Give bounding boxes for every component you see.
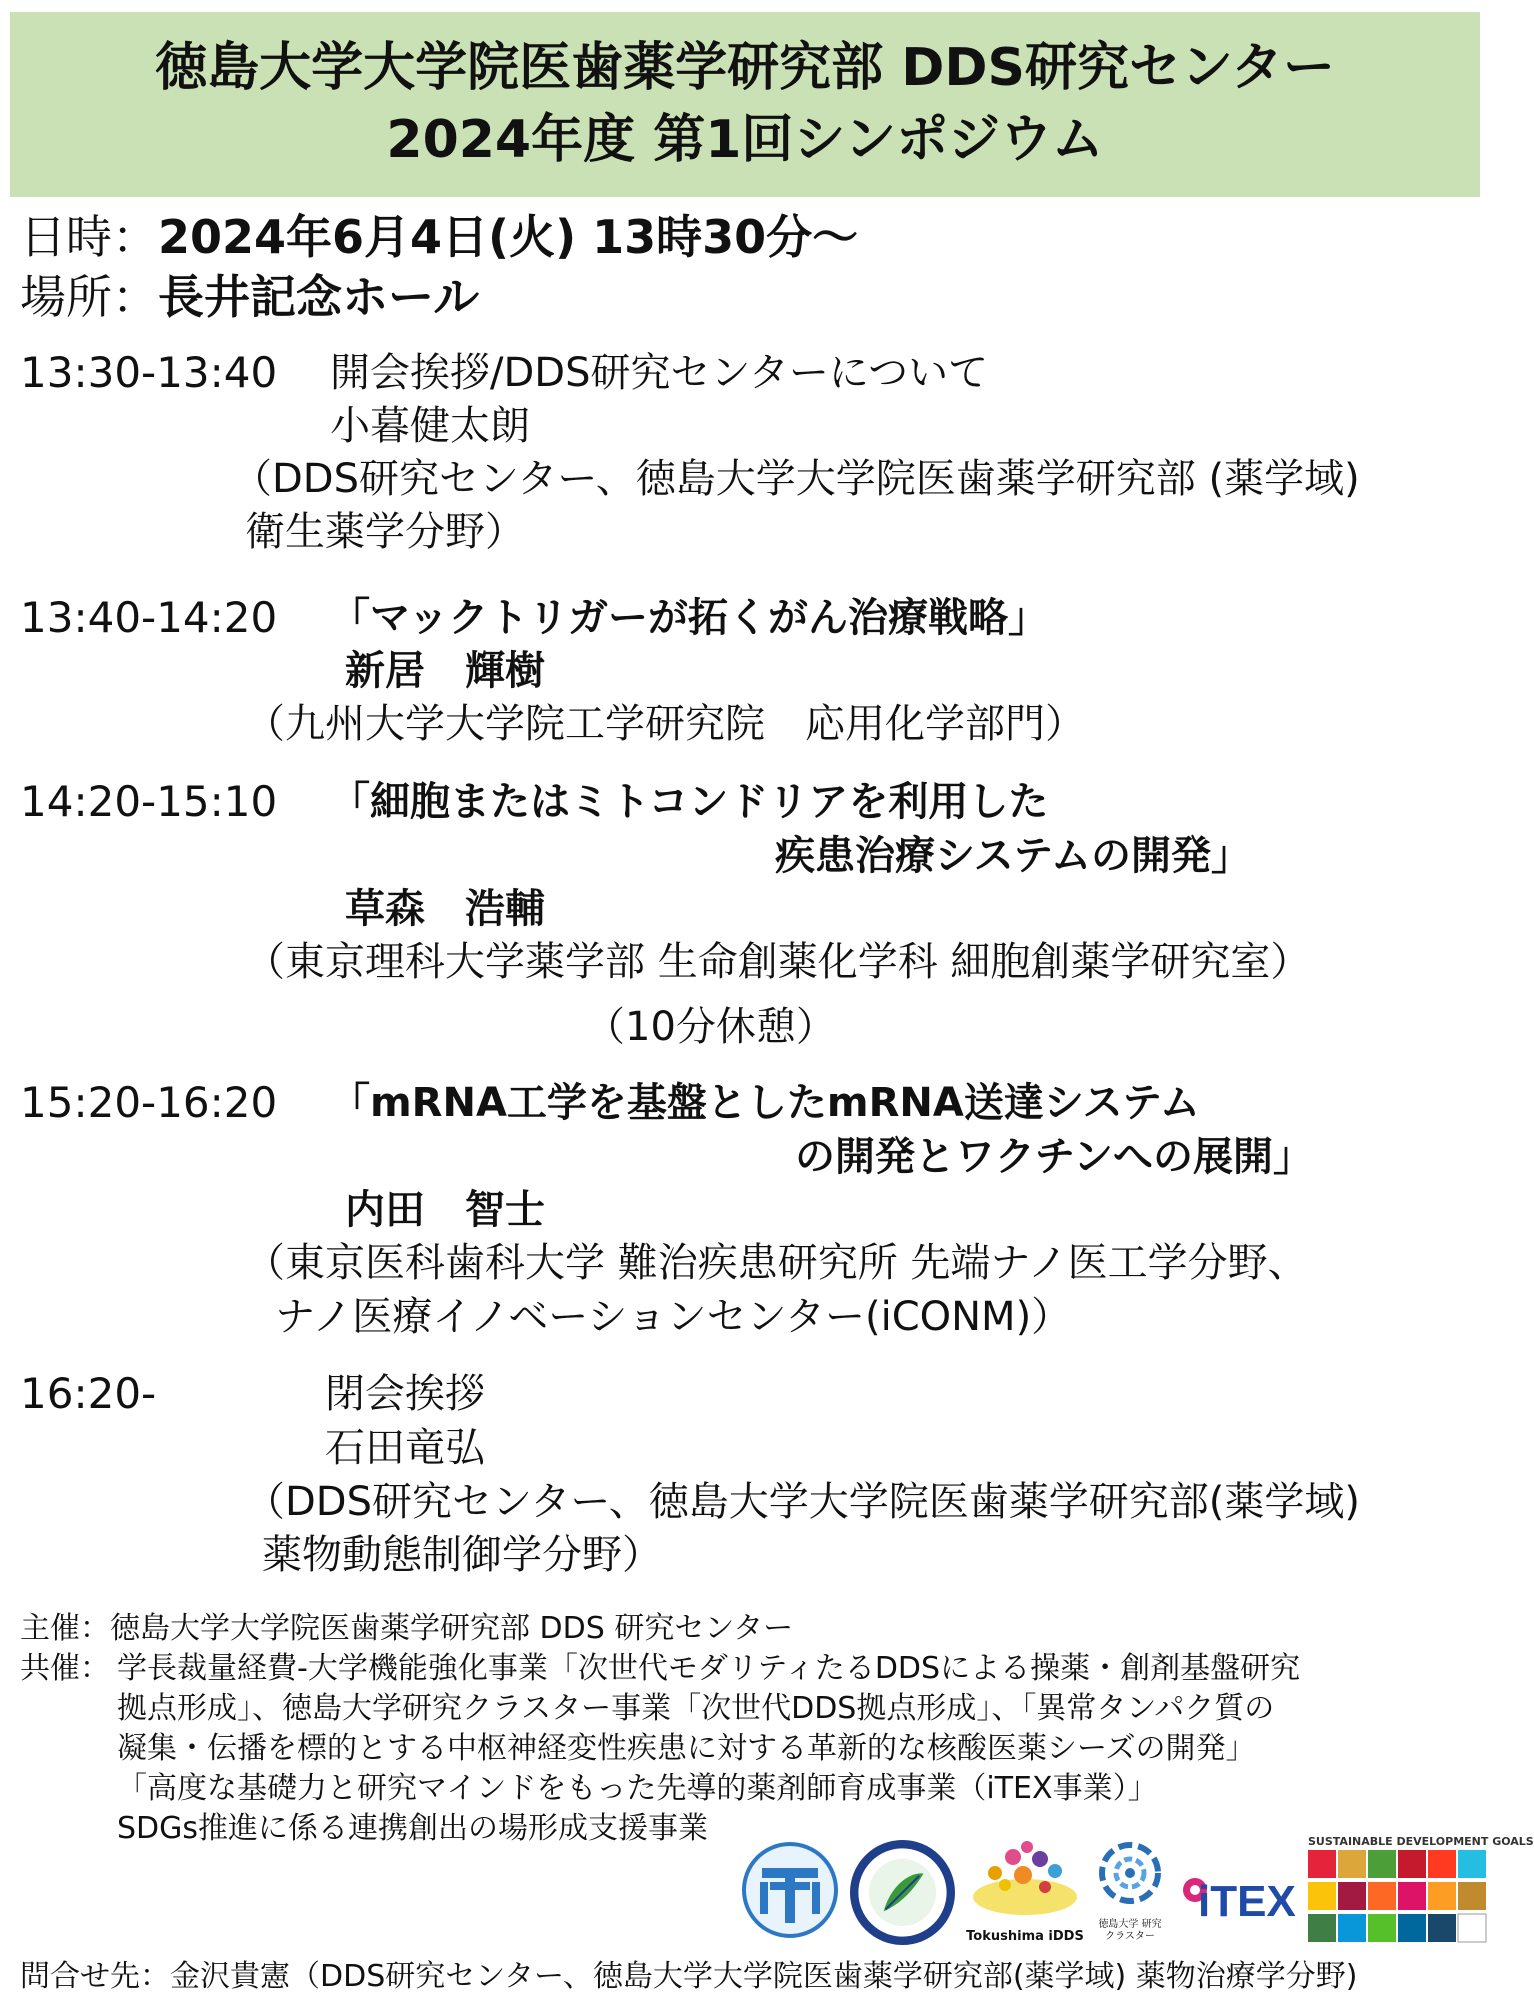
idds-dots-icon: [965, 1835, 1085, 1925]
session-2-affiliation: （九州大学大学院工学研究院 応用化学部門）: [245, 701, 1085, 747]
sdgs-grid-icon: [1308, 1848, 1488, 1948]
sdgs-label: SUSTAINABLE DEVELOPMENT GOALS: [1308, 1835, 1534, 1848]
session-4-title-2: の開発とワクチンへの展開」: [795, 1134, 1313, 1180]
pharmaceutical-science-ring-icon: [850, 1840, 955, 1945]
date-value: 2024年6月4日(火) 13時30分～: [158, 210, 859, 264]
tokushima-idds-logo: [965, 1835, 1085, 1950]
session-3-affiliation: （東京理科大学薬学部 生命創薬化学科 細胞創薬学研究室）: [245, 939, 1311, 985]
session-3-title-1: 「細胞またはミトコンドリアを利用した: [330, 779, 1049, 825]
sdgs-logo: [1308, 1835, 1534, 1955]
cosponsor-line-2: 拠点形成」、徳島大学研究クラスター事業「次世代DDS拠点形成」、「異常タンパク質の: [117, 1691, 1275, 1726]
session-5-affiliation-1: （DDS研究センター、徳島大学大学院医歯薬学研究部(薬学域): [245, 1479, 1361, 1525]
cosponsor-label: 共催：: [20, 1651, 110, 1686]
date-row: [20, 210, 858, 264]
tokushima-university-emblem-icon: [740, 1840, 840, 1940]
research-cluster-logo: [1095, 1835, 1165, 1950]
session-5-speaker: 石田竜弘: [325, 1425, 485, 1471]
title-line-1: 徳島大学大学院医歯薬学研究部 DDS研究センター: [155, 38, 1335, 98]
contact-info: 問合せ先：金沢貴憲（DDS研究センター、徳島大学大学院医歯薬学研究部(薬学域) 薬物治療学分野): [20, 1959, 1358, 1994]
cosponsor-line-3: 凝集・伝播を標的とする中枢神経変性疾患に対する革新的な核酸医薬シーズの開発」: [117, 1731, 1256, 1766]
session-4-speaker: 内田 智士: [345, 1187, 545, 1233]
session-5-affiliation-2: 薬物動態制御学分野）: [262, 1532, 662, 1578]
session-3-time: 14:20-15:10: [20, 777, 278, 826]
session-1-time: 13:30-13:40: [20, 348, 278, 397]
place-label: 場所：: [20, 270, 158, 324]
organizer-text: 徳島大学大学院医歯薬学研究部 DDS 研究センター: [110, 1611, 794, 1646]
date-label: 日時：: [20, 210, 158, 264]
organizer-label: 主催：: [20, 1611, 110, 1646]
session-2-time: 13:40-14:20: [20, 593, 278, 642]
session-1-title: 開会挨拶/DDS研究センターについて: [330, 350, 989, 396]
break-notice: （10分休憩）: [585, 1004, 836, 1050]
place-row: [20, 270, 479, 324]
session-2-title: 「マックトリガーが拓くがん治療戦略」: [330, 595, 1048, 641]
itex-label: iTEX: [1198, 1877, 1296, 1926]
idds-label: Tokushima iDDS: [966, 1929, 1084, 1944]
title-banner: [10, 12, 1480, 197]
session-4-affiliation-1: （東京医科歯科大学 難治疾患研究所 先端ナノ医工学分野、: [245, 1240, 1308, 1286]
session-4-affiliation-2: ナノ医療イノベーションセンター(iCONM)）: [275, 1294, 1072, 1340]
session-4-time: 15:20-16:20: [20, 1078, 278, 1127]
session-3-title-2: 疾患治療システムの開発」: [775, 833, 1251, 879]
itex-logo: [1180, 1875, 1300, 1935]
session-1-speaker: 小暮健太朗: [330, 403, 530, 449]
cluster-swirl-icon: [1095, 1835, 1165, 1915]
session-1-affiliation-1: （DDS研究センター、徳島大学大学院医歯薬学研究部 (薬学域): [232, 456, 1360, 502]
title-line-2: 2024年度 第1回シンポジウム: [386, 110, 1104, 170]
session-5-title: 閉会挨拶: [325, 1371, 485, 1417]
organizer-row: [20, 1610, 793, 1648]
sponsor-logos: [740, 1835, 1534, 1955]
cluster-label: 徳島大学 研究クラスター: [1098, 1919, 1162, 1942]
cosponsor-line-4: 「高度な基礎力と研究マインドをもった先導的薬剤師育成事業（iTEX事業）」: [117, 1771, 1158, 1806]
session-1-affiliation-2: 衛生薬学分野）: [245, 509, 525, 555]
session-4-title-1: 「mRNA工学を基盤としたmRNA送達システム: [330, 1080, 1200, 1126]
place-value: 長井記念ホール: [158, 270, 480, 324]
session-5-time: 16:20-: [20, 1369, 157, 1418]
session-3-speaker: 草森 浩輔: [345, 886, 545, 932]
session-2-speaker: 新居 輝樹: [345, 648, 545, 694]
cosponsor-line-1: 学長裁量経費-大学機能強化事業「次世代モダリティたるDDSによる操薬・創剤基盤研究: [117, 1651, 1301, 1686]
cosponsor-line-5: SDGs推進に係る連携創出の場形成支援事業: [117, 1811, 709, 1846]
